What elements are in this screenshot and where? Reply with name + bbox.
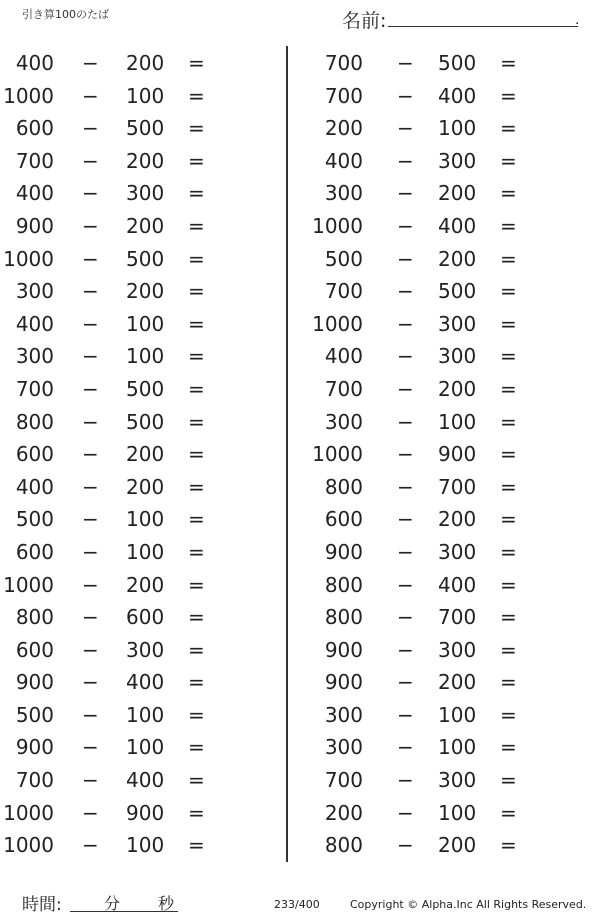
minuend: 500 <box>15 702 54 727</box>
problem-row <box>312 145 592 178</box>
minus-sign: − <box>82 213 99 238</box>
minus-sign: − <box>82 833 99 858</box>
equals-sign: = <box>188 539 205 564</box>
equals-sign: = <box>188 409 205 434</box>
problem-row <box>0 406 280 439</box>
problem-row <box>0 471 280 504</box>
problem-row <box>312 536 592 569</box>
subtrahend: 900 <box>438 442 477 467</box>
problem-row <box>0 569 280 602</box>
subtrahend: 600 <box>126 605 165 630</box>
equals-sign: = <box>500 246 517 271</box>
minuend: 1000 <box>312 213 363 238</box>
problem-row <box>0 731 280 764</box>
equals-sign: = <box>188 605 205 630</box>
minus-sign: − <box>82 605 99 630</box>
name-label: 名前: <box>342 10 387 32</box>
minus-sign: − <box>82 51 99 75</box>
minus-sign: − <box>82 246 99 271</box>
seconds-label: 秒 <box>158 894 175 913</box>
problem-row <box>312 308 592 341</box>
problem-row <box>312 569 592 602</box>
minuend: 800 <box>15 409 54 434</box>
problem-row <box>0 112 280 145</box>
problem-row <box>312 47 592 80</box>
subtrahend: 200 <box>438 833 477 858</box>
minus-sign: − <box>82 181 99 206</box>
problem-row <box>0 373 280 406</box>
equals-sign: = <box>500 539 517 564</box>
equals-sign: = <box>500 474 517 499</box>
minus-sign: − <box>82 768 99 793</box>
subtrahend: 900 <box>126 800 165 825</box>
equals-sign: = <box>500 735 517 760</box>
problem-row <box>312 634 592 667</box>
minus-sign: − <box>397 279 414 304</box>
minus-sign: − <box>397 474 414 499</box>
subtrahend: 300 <box>438 637 477 662</box>
equals-sign: = <box>500 800 517 825</box>
minus-sign: − <box>397 833 414 858</box>
minus-sign: − <box>397 507 414 532</box>
subtrahend: 700 <box>438 474 477 499</box>
equals-sign: = <box>188 344 205 369</box>
subtrahend: 100 <box>126 311 165 336</box>
problem-row <box>0 666 280 699</box>
minuend: 1000 <box>3 83 54 108</box>
minuend: 200 <box>324 800 363 825</box>
problem-row <box>0 80 280 113</box>
time-label: 時間: <box>22 895 62 915</box>
equals-sign: = <box>500 605 517 630</box>
problem-row <box>312 373 592 406</box>
left-problem-column <box>0 47 280 862</box>
minuend: 700 <box>15 148 54 173</box>
problem-row <box>0 536 280 569</box>
minus-sign: − <box>397 246 414 271</box>
minus-sign: − <box>82 148 99 173</box>
subtrahend: 200 <box>438 181 477 206</box>
problem-row <box>312 764 592 797</box>
minuend: 300 <box>324 181 363 206</box>
problem-row <box>312 80 592 113</box>
minus-sign: − <box>397 670 414 695</box>
minuend: 600 <box>15 442 54 467</box>
minuend: 800 <box>324 833 363 858</box>
minus-sign: − <box>82 442 99 467</box>
subtrahend: 300 <box>126 181 165 206</box>
minuend: 200 <box>324 116 363 141</box>
problem-row <box>312 177 592 210</box>
subtrahend: 100 <box>126 507 165 532</box>
equals-sign: = <box>188 800 205 825</box>
problem-row <box>312 112 592 145</box>
minus-sign: − <box>82 344 99 369</box>
problem-row <box>0 764 280 797</box>
subtrahend: 100 <box>438 702 477 727</box>
subtrahend: 400 <box>438 213 477 238</box>
minus-sign: − <box>397 181 414 206</box>
equals-sign: = <box>500 344 517 369</box>
subtrahend: 100 <box>126 735 165 760</box>
equals-sign: = <box>500 279 517 304</box>
equals-sign: = <box>500 442 517 467</box>
problem-row <box>0 340 280 373</box>
subtrahend: 200 <box>438 507 477 532</box>
minuend: 300 <box>324 735 363 760</box>
minuend: 400 <box>15 51 54 75</box>
subtrahend: 200 <box>438 246 477 271</box>
equals-sign: = <box>500 637 517 662</box>
equals-sign: = <box>188 735 205 760</box>
subtrahend: 700 <box>438 605 477 630</box>
problem-row <box>0 829 280 862</box>
problem-row <box>0 438 280 471</box>
minuend: 700 <box>15 768 54 793</box>
equals-sign: = <box>188 51 205 75</box>
minuend: 700 <box>324 83 363 108</box>
minuend: 300 <box>324 702 363 727</box>
minus-sign: − <box>397 637 414 662</box>
subtrahend: 300 <box>438 768 477 793</box>
minuend: 500 <box>324 246 363 271</box>
minus-sign: − <box>397 344 414 369</box>
equals-sign: = <box>188 572 205 597</box>
minuend: 800 <box>324 572 363 597</box>
minuend: 500 <box>15 507 54 532</box>
minus-sign: − <box>82 474 99 499</box>
minuend: 1000 <box>3 246 54 271</box>
minus-sign: − <box>82 670 99 695</box>
problem-row <box>312 406 592 439</box>
subtrahend: 500 <box>438 51 477 75</box>
subtrahend: 100 <box>438 116 477 141</box>
minus-sign: − <box>397 409 414 434</box>
equals-sign: = <box>188 116 205 141</box>
minutes-label: 分 <box>104 894 121 913</box>
subtrahend: 500 <box>126 246 165 271</box>
subtrahend: 100 <box>438 735 477 760</box>
minus-sign: − <box>397 116 414 141</box>
name-field-line[interactable] <box>388 26 578 27</box>
minus-sign: − <box>397 800 414 825</box>
equals-sign: = <box>188 148 205 173</box>
subtrahend: 100 <box>438 800 477 825</box>
equals-sign: = <box>500 116 517 141</box>
equals-sign: = <box>188 83 205 108</box>
subtrahend: 100 <box>126 702 165 727</box>
problem-row <box>0 47 280 80</box>
problem-row <box>312 471 592 504</box>
minus-sign: − <box>397 442 414 467</box>
minuend: 800 <box>324 474 363 499</box>
minuend: 900 <box>15 670 54 695</box>
equals-sign: = <box>188 181 205 206</box>
minuend: 900 <box>324 670 363 695</box>
problem-row <box>312 210 592 243</box>
equals-sign: = <box>188 474 205 499</box>
problem-row <box>0 503 280 536</box>
subtrahend: 200 <box>126 572 165 597</box>
equals-sign: = <box>188 670 205 695</box>
minuend: 900 <box>15 735 54 760</box>
equals-sign: = <box>500 83 517 108</box>
subtrahend: 100 <box>126 833 165 858</box>
minuend: 700 <box>15 376 54 401</box>
column-divider <box>286 46 288 862</box>
problem-row <box>0 699 280 732</box>
subtrahend: 200 <box>126 442 165 467</box>
problem-row <box>0 145 280 178</box>
minus-sign: − <box>82 702 99 727</box>
minuend: 800 <box>324 605 363 630</box>
problem-row <box>312 731 592 764</box>
minus-sign: − <box>82 311 99 336</box>
subtrahend: 200 <box>438 670 477 695</box>
minus-sign: − <box>397 311 414 336</box>
minus-sign: − <box>82 116 99 141</box>
subtrahend: 100 <box>126 539 165 564</box>
minuend: 900 <box>324 637 363 662</box>
minuend: 800 <box>15 605 54 630</box>
minus-sign: − <box>82 83 99 108</box>
minus-sign: − <box>397 735 414 760</box>
subtrahend: 500 <box>126 409 165 434</box>
equals-sign: = <box>188 279 205 304</box>
minuend: 600 <box>15 539 54 564</box>
minuend: 700 <box>324 376 363 401</box>
problem-row <box>0 210 280 243</box>
minuend: 400 <box>15 311 54 336</box>
equals-sign: = <box>188 213 205 238</box>
minuend: 400 <box>324 148 363 173</box>
equals-sign: = <box>500 572 517 597</box>
subtrahend: 200 <box>126 474 165 499</box>
subtrahend: 300 <box>438 344 477 369</box>
subtrahend: 200 <box>126 148 165 173</box>
problem-row <box>0 177 280 210</box>
equals-sign: = <box>188 768 205 793</box>
minus-sign: − <box>397 148 414 173</box>
subtrahend: 400 <box>438 572 477 597</box>
equals-sign: = <box>500 833 517 858</box>
minus-sign: − <box>397 213 414 238</box>
subtrahend: 100 <box>438 409 477 434</box>
minus-sign: − <box>82 572 99 597</box>
minus-sign: − <box>397 83 414 108</box>
problem-row <box>0 275 280 308</box>
equals-sign: = <box>188 507 205 532</box>
equals-sign: = <box>500 181 517 206</box>
minus-sign: − <box>82 409 99 434</box>
problem-row <box>0 243 280 276</box>
problem-row <box>0 601 280 634</box>
equals-sign: = <box>500 409 517 434</box>
problem-row <box>312 275 592 308</box>
equals-sign: = <box>500 311 517 336</box>
subtrahend: 300 <box>438 311 477 336</box>
problem-row <box>312 503 592 536</box>
minuend: 300 <box>324 409 363 434</box>
right-problem-column <box>312 47 592 862</box>
problem-row <box>312 699 592 732</box>
problem-row <box>312 829 592 862</box>
equals-sign: = <box>500 51 517 75</box>
minuend: 1000 <box>3 833 54 858</box>
minuend: 400 <box>324 344 363 369</box>
minuend: 700 <box>324 768 363 793</box>
minuend: 900 <box>15 213 54 238</box>
minuend: 1000 <box>3 800 54 825</box>
problem-row <box>312 601 592 634</box>
minuend: 1000 <box>312 311 363 336</box>
problem-row <box>312 243 592 276</box>
equals-sign: = <box>188 637 205 662</box>
minus-sign: − <box>82 735 99 760</box>
minus-sign: − <box>397 605 414 630</box>
minus-sign: − <box>397 539 414 564</box>
problem-row <box>312 340 592 373</box>
subtrahend: 200 <box>126 51 165 75</box>
equals-sign: = <box>500 702 517 727</box>
problem-row <box>0 797 280 830</box>
subtrahend: 200 <box>438 376 477 401</box>
subtrahend: 300 <box>438 539 477 564</box>
minus-sign: − <box>82 800 99 825</box>
subtrahend: 100 <box>126 83 165 108</box>
minus-sign: − <box>397 376 414 401</box>
minuend: 300 <box>15 279 54 304</box>
equals-sign: = <box>500 670 517 695</box>
minuend: 1000 <box>3 572 54 597</box>
minus-sign: − <box>82 376 99 401</box>
subtrahend: 500 <box>126 116 165 141</box>
problem-row <box>0 308 280 341</box>
problem-row <box>312 666 592 699</box>
worksheet-title: 引き算100のたば <box>22 8 109 21</box>
minus-sign: − <box>82 539 99 564</box>
copyright: Copyright © Alpha.Inc All Rights Reserved. <box>350 898 587 911</box>
minuend: 1000 <box>312 442 363 467</box>
subtrahend: 500 <box>438 279 477 304</box>
equals-sign: = <box>188 442 205 467</box>
equals-sign: = <box>188 702 205 727</box>
problem-row <box>0 634 280 667</box>
minuend: 700 <box>324 51 363 75</box>
equals-sign: = <box>188 246 205 271</box>
subtrahend: 100 <box>126 344 165 369</box>
equals-sign: = <box>500 213 517 238</box>
subtrahend: 200 <box>126 279 165 304</box>
equals-sign: = <box>500 148 517 173</box>
minus-sign: − <box>397 51 414 75</box>
subtrahend: 200 <box>126 213 165 238</box>
minuend: 600 <box>324 507 363 532</box>
problem-row <box>312 438 592 471</box>
equals-sign: = <box>188 833 205 858</box>
minus-sign: − <box>397 572 414 597</box>
subtrahend: 400 <box>126 768 165 793</box>
minus-sign: − <box>82 637 99 662</box>
name-field-dot: . <box>575 12 580 28</box>
equals-sign: = <box>188 376 205 401</box>
minuend: 600 <box>15 116 54 141</box>
minuend: 300 <box>15 344 54 369</box>
subtrahend: 300 <box>438 148 477 173</box>
subtrahend: 400 <box>438 83 477 108</box>
subtrahend: 400 <box>126 670 165 695</box>
minuend: 400 <box>15 474 54 499</box>
subtrahend: 500 <box>126 376 165 401</box>
equals-sign: = <box>500 768 517 793</box>
minuend: 400 <box>15 181 54 206</box>
equals-sign: = <box>188 311 205 336</box>
minus-sign: − <box>397 702 414 727</box>
minuend: 900 <box>324 539 363 564</box>
minuend: 600 <box>15 637 54 662</box>
equals-sign: = <box>500 507 517 532</box>
problem-row <box>312 797 592 830</box>
equals-sign: = <box>500 376 517 401</box>
minuend: 700 <box>324 279 363 304</box>
minus-sign: − <box>82 279 99 304</box>
subtrahend: 300 <box>126 637 165 662</box>
minus-sign: − <box>397 768 414 793</box>
minus-sign: − <box>82 507 99 532</box>
page-number: 233/400 <box>274 898 320 911</box>
